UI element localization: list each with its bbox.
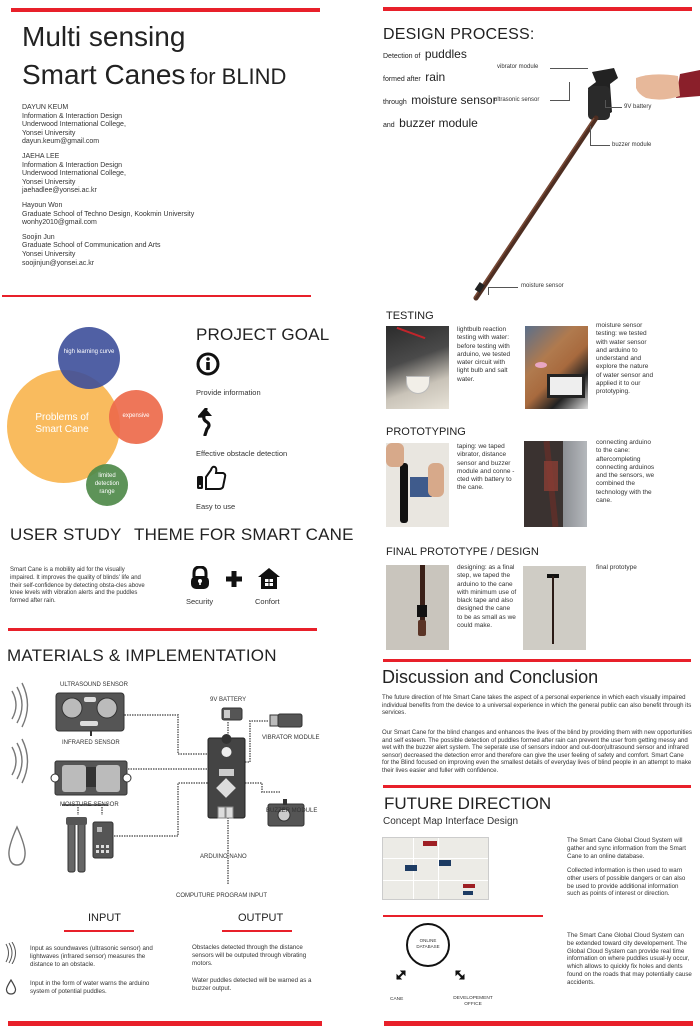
leader-line <box>590 126 610 146</box>
rule-after-theme <box>8 628 317 631</box>
dp-small: Detection of <box>383 53 421 60</box>
top-rule-left <box>11 8 320 12</box>
goal-label: Provide information <box>196 388 261 397</box>
input-title: INPUT <box>88 912 121 924</box>
callout-ultrasonic: ultrasonic sensor <box>494 97 540 103</box>
callout-moisture: moisture sensor <box>521 283 564 289</box>
cane-photo <box>440 60 700 310</box>
theme-label-security: Security <box>186 597 214 606</box>
output-text: Water puddles detected will be warned as a buzzer output. <box>192 977 312 992</box>
output-text: Obstacles detected through the distance sensors will be outputed through vibrating motors. <box>192 944 307 967</box>
design-process-title: DESIGN PROCESS: <box>383 26 535 43</box>
dp-small: formed after <box>383 76 421 83</box>
materials-title: MATERIALS & IMPLEMENTATION <box>7 646 277 665</box>
problem-blue-label: high learning curve <box>63 349 115 355</box>
testing-title: TESTING <box>386 310 434 322</box>
vibrator-module <box>270 714 302 727</box>
future-subtitle: Concept Map Interface Design <box>383 816 519 827</box>
testing-caption: lightbulb reaction testing with water: before testing with arduino, we tested water circuit with light bulb and salt water. <box>457 326 511 383</box>
computer-input-label: COMPUTURE PROGRAM INPUT <box>176 893 268 899</box>
author-email[interactable]: wonhy2010@gmail.com <box>22 219 97 227</box>
dp-small: through <box>383 99 407 106</box>
title-for-blind: for BLIND <box>189 64 287 89</box>
final-caption: designing: as a final step, we taped the arduino to the cane with minimum use of black tape and also designed the cane to be as small as we could make. <box>457 564 517 630</box>
dp-big: moisture sensor <box>411 93 497 107</box>
final-caption: final prototype <box>596 564 637 571</box>
discussion-paragraph: The future direction of hte Smart Cane takes the aspect of a personal experience in which each visually impaired individual benefits from the device to a universal experience in which the general public can also benefit through its services. <box>382 694 692 717</box>
author-email[interactable]: jaehadlee@yonsei.ac.kr <box>22 187 97 195</box>
ultrasound-sensor <box>56 693 124 736</box>
leader-line <box>488 287 518 295</box>
prototyping-caption: connecting arduino to the cane: aftercompleting connecting arduinos and the sensors, we combined the technology with the cane. <box>596 439 655 505</box>
output-underline <box>222 930 292 932</box>
authors <box>22 104 322 268</box>
callout-battery: 9V battery <box>624 104 652 110</box>
light-wave-icon <box>12 739 28 783</box>
rule-future-diagram <box>383 915 543 917</box>
ultrasound-label: ULTRASOUND SENSOR <box>60 682 128 688</box>
user-study-text: Smart Cane is a mobility aid for the visually impaired. It improves the quality of blinds' life and their self-confidence by detecting obsta-cles above knee levels with vibration alerts and the puddles formed after rain. <box>10 567 145 605</box>
author <box>22 202 322 228</box>
theme-title: THEME FOR SMART CANE <box>134 525 354 544</box>
battery <box>222 708 242 720</box>
online-database-label: ONLINE DATABASE <box>416 938 440 949</box>
infrared-label: INFRARED SENSOR <box>62 740 120 746</box>
dp-big: puddles <box>424 47 467 61</box>
vibrator-label: VIBRATOR MODULE <box>262 735 320 741</box>
author-line: Graduate School of Communication and Arts <box>22 242 161 250</box>
author-email[interactable]: soojinjun@yonsei.ac.kr <box>22 259 95 267</box>
output-title: OUTPUT <box>238 912 284 924</box>
thumbs-up-icon <box>196 465 228 491</box>
author-line: Yonsei University <box>22 250 76 258</box>
author-email[interactable]: dayun.keum@gmail.com <box>22 138 100 146</box>
plus-icon <box>226 571 242 587</box>
moisture-label: MOISTURE SENSOR <box>60 802 119 808</box>
leader-line <box>605 100 622 108</box>
discussion-paragraph: Our Smart Cane for the blind changes and enhances the lives of the blind by providing them with new opportunities and self esteem. The possible detection of puddles formed after rain can prevent the user from getting messy and wet with the buzzer alert system. The seperate use of sensors indoor and out-door(ultrasound sensor and infrared sensor) decreased the detection error and therefore can give the user feeling of safety and comfort. Smart Cane for the Blind focused on improving even the smallest details of everyday lives of blind people in an attempt to make their lives easier and fuller with confidence. <box>382 729 692 774</box>
water-drop-small-icon <box>5 979 17 995</box>
battery-label: 9V BATTERY <box>210 697 247 703</box>
user-study-title: USER STUDY <box>10 525 122 544</box>
rule-after-authors <box>2 295 311 297</box>
rule-after-discussion <box>383 785 691 788</box>
testing-photo-1 <box>386 326 449 409</box>
future-paragraph: Collected information is then used to warn other users of possible dangers or can also be used to provide additional information such as points of interest or direction. <box>567 867 686 898</box>
final-title: FINAL PROTOTYPE / DESIGN <box>386 546 539 558</box>
arduino-nano <box>208 734 245 818</box>
cane-node-label: CANE <box>390 997 404 1002</box>
winding-arrow-icon <box>198 408 214 436</box>
bottom-rule-right <box>384 1021 693 1026</box>
author-name: Hayoun Won <box>22 201 63 209</box>
callout-buzzer: buzzer module <box>612 142 652 148</box>
author-line: Yonsei University <box>22 178 76 186</box>
input-text: Input in the form of water warns the arduino system of potential puddles. <box>30 980 150 995</box>
materials-diagram <box>0 675 330 897</box>
discussion-title: Discussion and Conclusion <box>382 667 599 687</box>
water-drop-icon <box>9 827 25 865</box>
author-line: Information & Interaction Design <box>22 161 122 169</box>
lock-icon <box>190 566 210 590</box>
input-text: Input as soundwaves (ultrasonic sensor) and lightwaves (infrared sensor) measures the distance to an obstacle. <box>30 945 153 968</box>
sound-wave-small-icon <box>4 942 18 964</box>
testing-photo-2 <box>525 326 588 409</box>
author-line: Yonsei University <box>22 129 76 137</box>
moisture-sensor <box>62 805 113 872</box>
home-icon <box>258 568 280 589</box>
author-name: Soojin Jun <box>22 233 55 241</box>
bottom-rule-left <box>8 1021 322 1026</box>
future-title: FUTURE DIRECTION <box>384 794 552 813</box>
problem-orange-label: expensive <box>122 413 150 419</box>
prototyping-photo-1 <box>386 443 449 527</box>
author-line: Underwood International College, <box>22 121 126 129</box>
problems-diagram <box>0 320 180 510</box>
testing-caption: moisture sensor testing: we tested with water sensor and arduino to understand and explore the nature of water sensor and applied it to our prototyping. <box>596 322 654 396</box>
title-line-2 <box>22 58 286 97</box>
top-rule-right <box>383 7 692 11</box>
bidirectional-arrow-icon <box>454 969 466 981</box>
info-icon <box>196 352 220 376</box>
problem-circle-blue <box>58 327 120 389</box>
buzzer-label: BUZZER MODULE <box>266 808 318 814</box>
author-name: DAYUN KEUM <box>22 104 69 111</box>
goal-label: Easy to use <box>196 502 236 511</box>
concept-map-image[interactable] <box>382 837 489 900</box>
leader-line <box>550 82 570 101</box>
author <box>22 153 322 196</box>
input-underline <box>64 930 134 932</box>
author <box>22 104 322 147</box>
author-line: Information & Interaction Design <box>22 112 122 120</box>
theme-label-confort: Confort <box>255 597 280 606</box>
sound-wave-icon <box>12 683 28 727</box>
author-name: JAEHA LEE <box>22 152 60 160</box>
problem-green-label: limited detection range <box>94 473 120 495</box>
final-photo-1 <box>386 565 449 650</box>
infrared-sensor <box>51 761 131 795</box>
rule-after-final <box>383 659 691 662</box>
author-line: Graduate School of Techno Design, Kookmin University <box>22 210 195 218</box>
future-paragraph: The Smart Cane Global Cloud System will gather and sync information from the Smart Cane to an online database. <box>567 837 686 860</box>
dp-big: buzzer module <box>399 116 478 130</box>
arduino-label: ARDUINO NANO <box>200 854 247 860</box>
final-photo-2 <box>523 566 586 650</box>
dp-small: and <box>383 122 395 129</box>
goal-label: Effective obstacle detection <box>196 449 288 458</box>
leader-line <box>550 68 588 69</box>
bidirectional-arrow-icon <box>395 969 407 981</box>
dp-big: rain <box>425 70 446 84</box>
development-office-label: DEVELOPEMENT OFFICE <box>453 996 493 1007</box>
title-line-1: Multi sensing <box>22 21 186 52</box>
prototyping-caption: taping: we taped vibrator, distance sensor and buzzer module and conne -cted with battery to the cane. <box>457 443 515 492</box>
poster-title <box>22 20 286 97</box>
title-smart-canes: Smart Canes <box>22 59 186 90</box>
future-paragraph: The Smart Cane Global Cloud System can be extended toward city developement. The Global Cloud System can provide real time information on where puddles usual-ly occur, which allows to quickly fix holes and dents found on the roads that may potentially cause accidents. <box>567 932 692 986</box>
author-line: Underwood International College, <box>22 170 126 178</box>
callout-vibrator: vibrator module <box>497 64 539 70</box>
author <box>22 234 322 268</box>
prototyping-title: PROTOTYPING <box>386 426 466 438</box>
prototyping-photo-2 <box>524 441 587 527</box>
project-goal-title: PROJECT GOAL <box>196 325 330 344</box>
problem-main-label: Problems of Smart Cane <box>35 412 89 435</box>
